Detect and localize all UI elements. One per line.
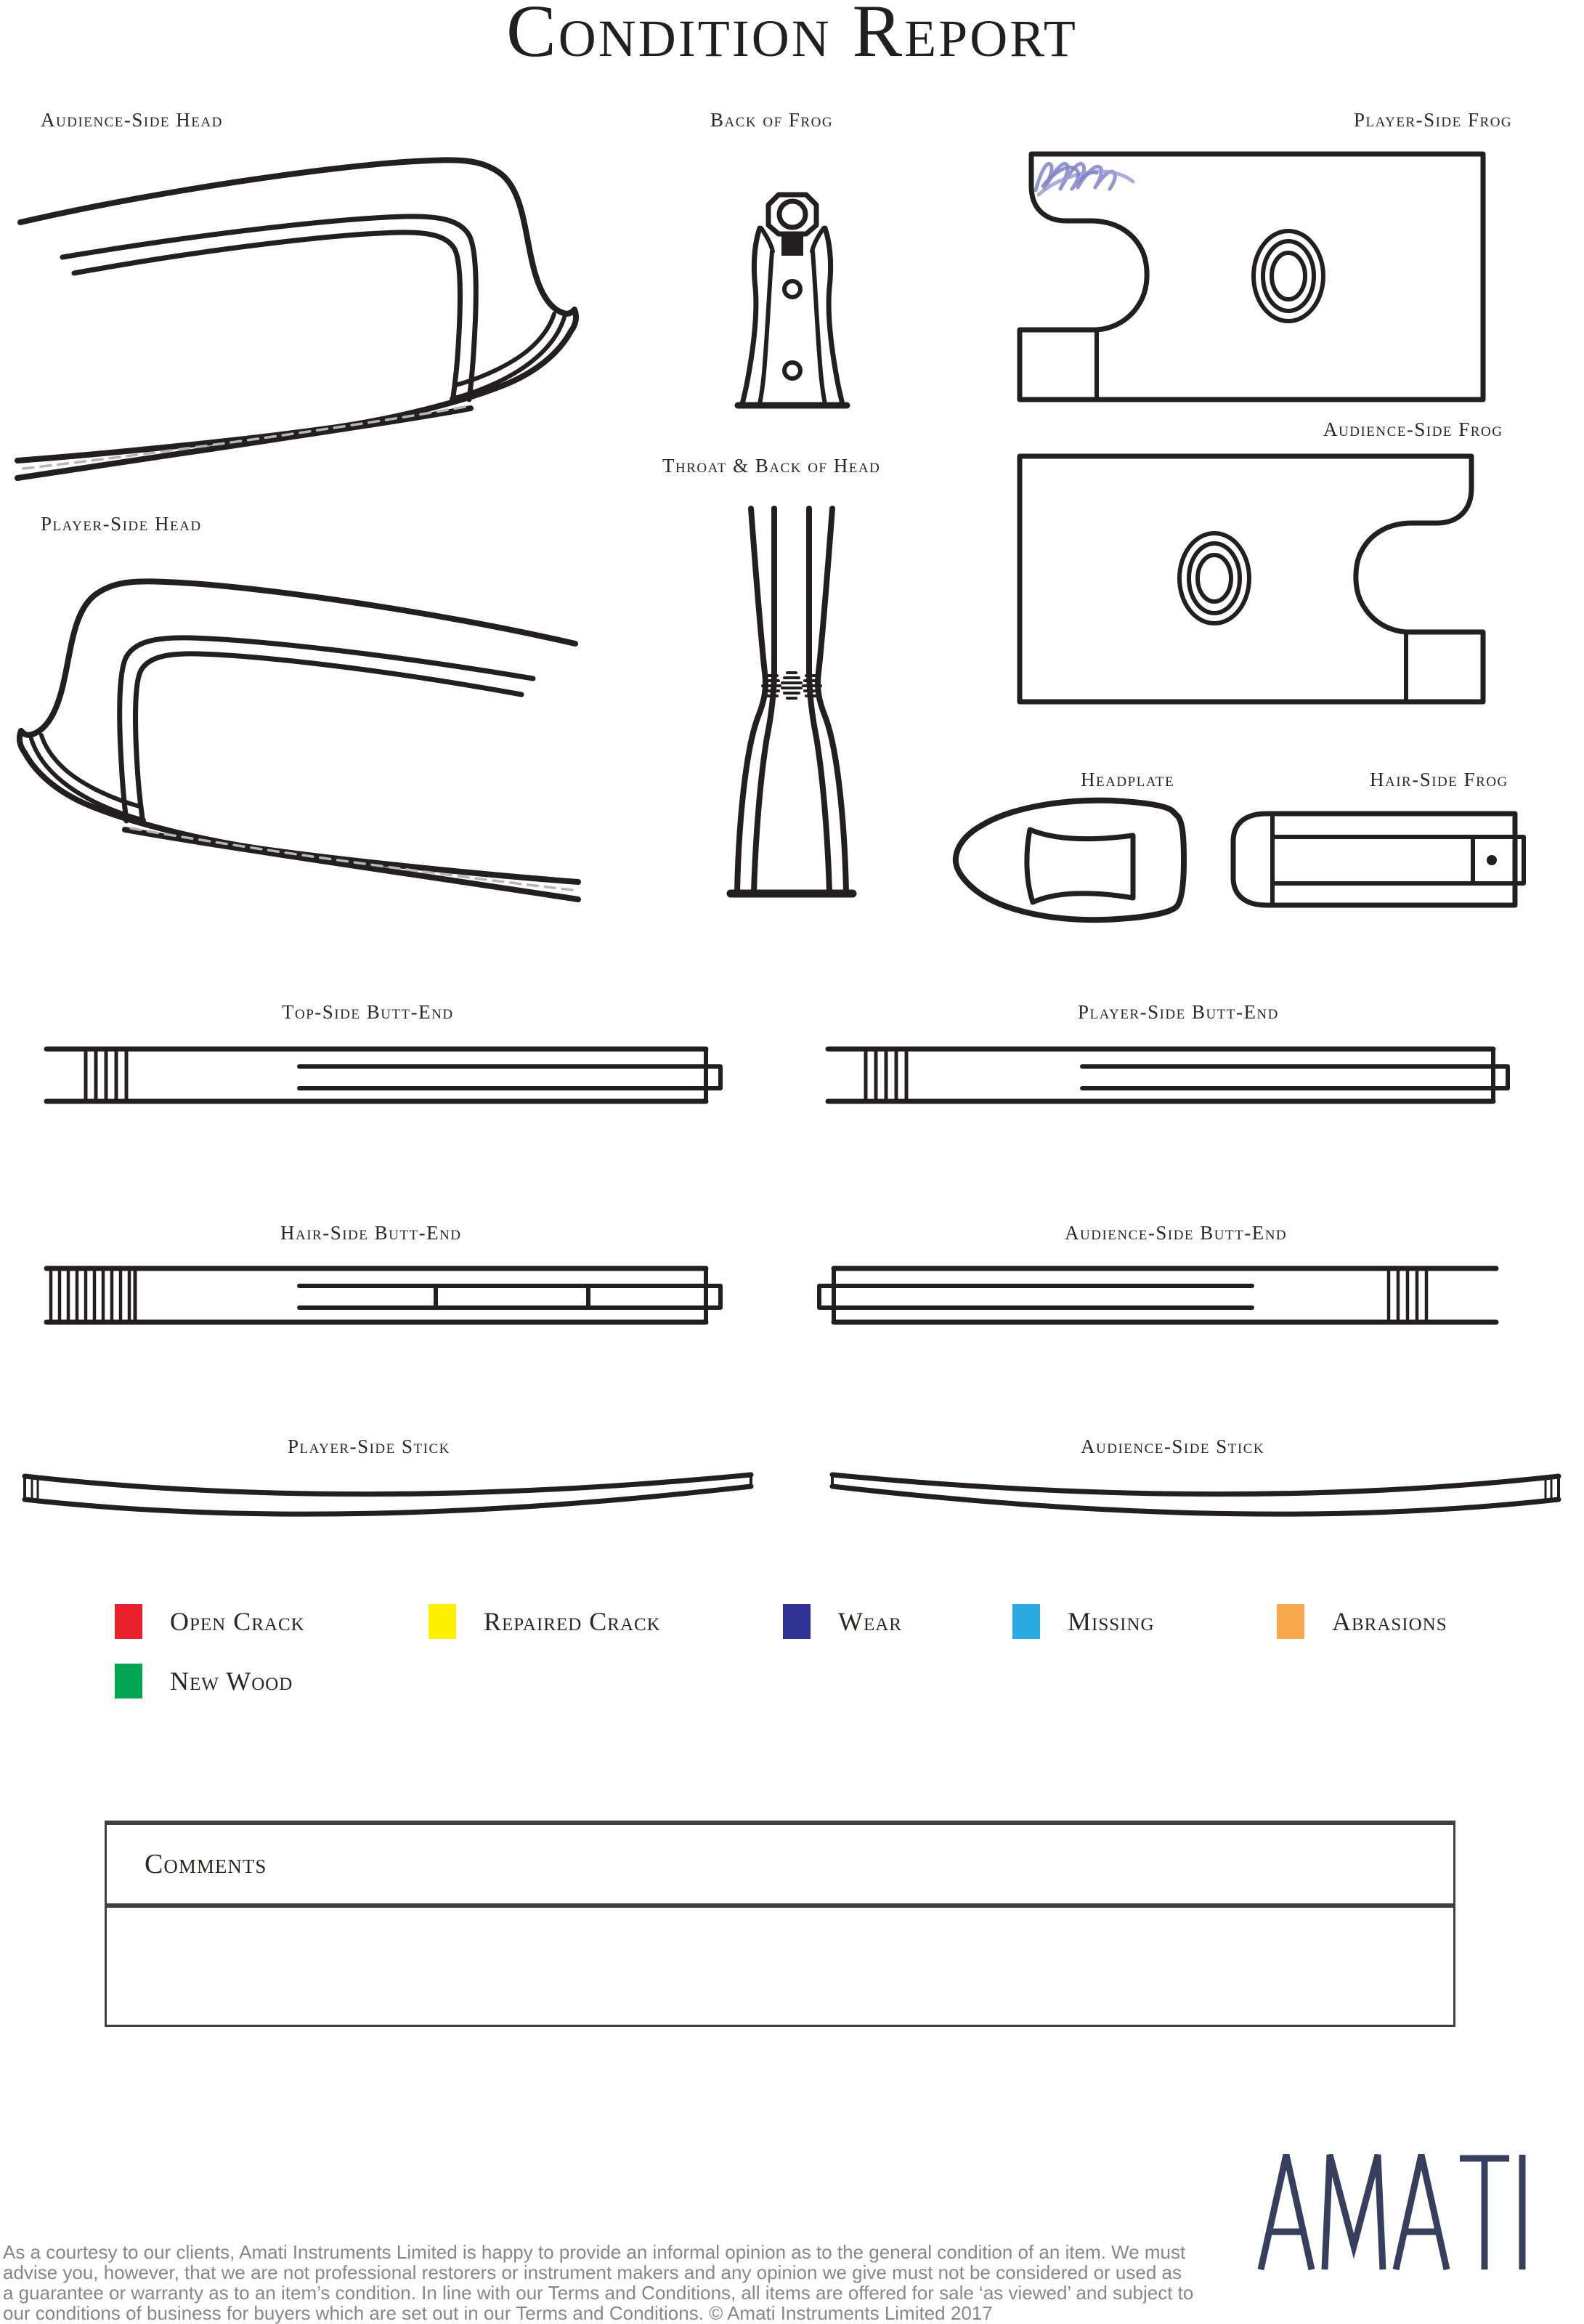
legend-label-open-crack: Open Crack (170, 1607, 305, 1636)
legend-label-new-wood: New Wood (170, 1667, 293, 1696)
label-audience-side-head: Audience-Side Head (41, 109, 223, 131)
drawing-back-of-frog[interactable] (738, 195, 847, 405)
label-player-side-head: Player-Side Head (41, 513, 202, 535)
drawing-audience-side-frog[interactable] (1020, 456, 1483, 702)
footer-line: As a courtesy to our clients, Amati Instruments Limited is happy to provide an informal opinion as to the general condition of an item. We must (3, 2241, 1186, 2263)
legend-label-wear: Wear (838, 1607, 902, 1636)
comments-box (105, 1821, 1455, 2027)
drawing-audience-side-head[interactable] (17, 160, 576, 478)
legend-item-missing (1012, 1604, 1155, 1639)
footer-line: a guarantee or warranty as to an item’s condition. In line with our Terms and Conditions, all items are offered for sale ‘as viewed’ and subject to (3, 2282, 1194, 2304)
drawing-player-side-butt-end[interactable] (828, 1049, 1508, 1101)
drawing-player-side-frog[interactable] (1020, 154, 1483, 400)
label-back-of-frog: Back of Frog (710, 109, 834, 131)
label-hair-side-butt-end: Hair-Side Butt-End (280, 1222, 462, 1244)
drawing-player-side-head[interactable] (20, 581, 578, 899)
drawing-throat-and-back-of-head[interactable] (731, 509, 853, 894)
comments-input-area[interactable] (107, 1908, 1453, 2027)
legend-swatch-repaired-crack (429, 1604, 456, 1639)
drawing-headplate[interactable] (956, 801, 1184, 920)
legend-item-wear (783, 1604, 902, 1639)
drawing-hair-side-frog[interactable] (1233, 814, 1524, 905)
drawing-player-side-stick[interactable] (25, 1475, 751, 1514)
ink-annotation (1036, 163, 1133, 195)
legend-swatch-new-wood (115, 1664, 142, 1699)
drawing-top-side-butt-end[interactable] (46, 1049, 720, 1101)
legend-label-repaired-crack: Repaired Crack (484, 1607, 661, 1636)
drawing-audience-side-butt-end[interactable] (819, 1268, 1496, 1322)
legend-label-missing: Missing (1068, 1607, 1155, 1636)
footer-disclaimer (3, 2242, 1193, 2323)
label-player-side-frog: Player-Side Frog (1354, 109, 1513, 131)
legend-swatch-open-crack (115, 1604, 142, 1639)
footer-line: advise you, however, that we are not professional restorers or instrument makers and any opinion we give must not be considered or used as (3, 2262, 1182, 2283)
legend-swatch-missing (1012, 1604, 1040, 1639)
legend-item-open-crack (115, 1604, 305, 1639)
drawing-hair-side-butt-end[interactable] (46, 1268, 720, 1322)
label-player-side-stick: Player-Side Stick (288, 1436, 450, 1457)
label-hair-side-frog: Hair-Side Frog (1370, 769, 1508, 790)
comments-header: Comments (107, 1825, 1453, 1908)
legend-swatch-wear (783, 1604, 811, 1639)
label-audience-side-butt-end: Audience-Side Butt-End (1065, 1222, 1288, 1244)
legend-item-abrasions (1277, 1604, 1447, 1639)
amati-logo (1261, 2155, 1522, 2270)
page-title: Condition Report (506, 0, 1078, 73)
legend-swatch-abrasions (1277, 1604, 1304, 1639)
footer-line: our conditions of business for buyers which are set out in our Terms and Conditions. © Amati Instruments Limited 2017 (3, 2302, 993, 2324)
drawing-audience-side-stick[interactable] (832, 1475, 1559, 1514)
legend-item-repaired-crack (429, 1604, 661, 1639)
label-audience-side-stick: Audience-Side Stick (1081, 1436, 1265, 1457)
label-headplate: Headplate (1081, 769, 1175, 790)
label-player-side-butt-end: Player-Side Butt-End (1078, 1001, 1279, 1023)
label-top-side-butt-end: Top-Side Butt-End (282, 1001, 454, 1023)
label-throat-back-of-head: Throat & Back of Head (662, 455, 881, 477)
legend-label-abrasions: Abrasions (1332, 1607, 1447, 1636)
legend-item-new-wood (115, 1664, 293, 1699)
label-audience-side-frog: Audience-Side Frog (1323, 418, 1503, 440)
